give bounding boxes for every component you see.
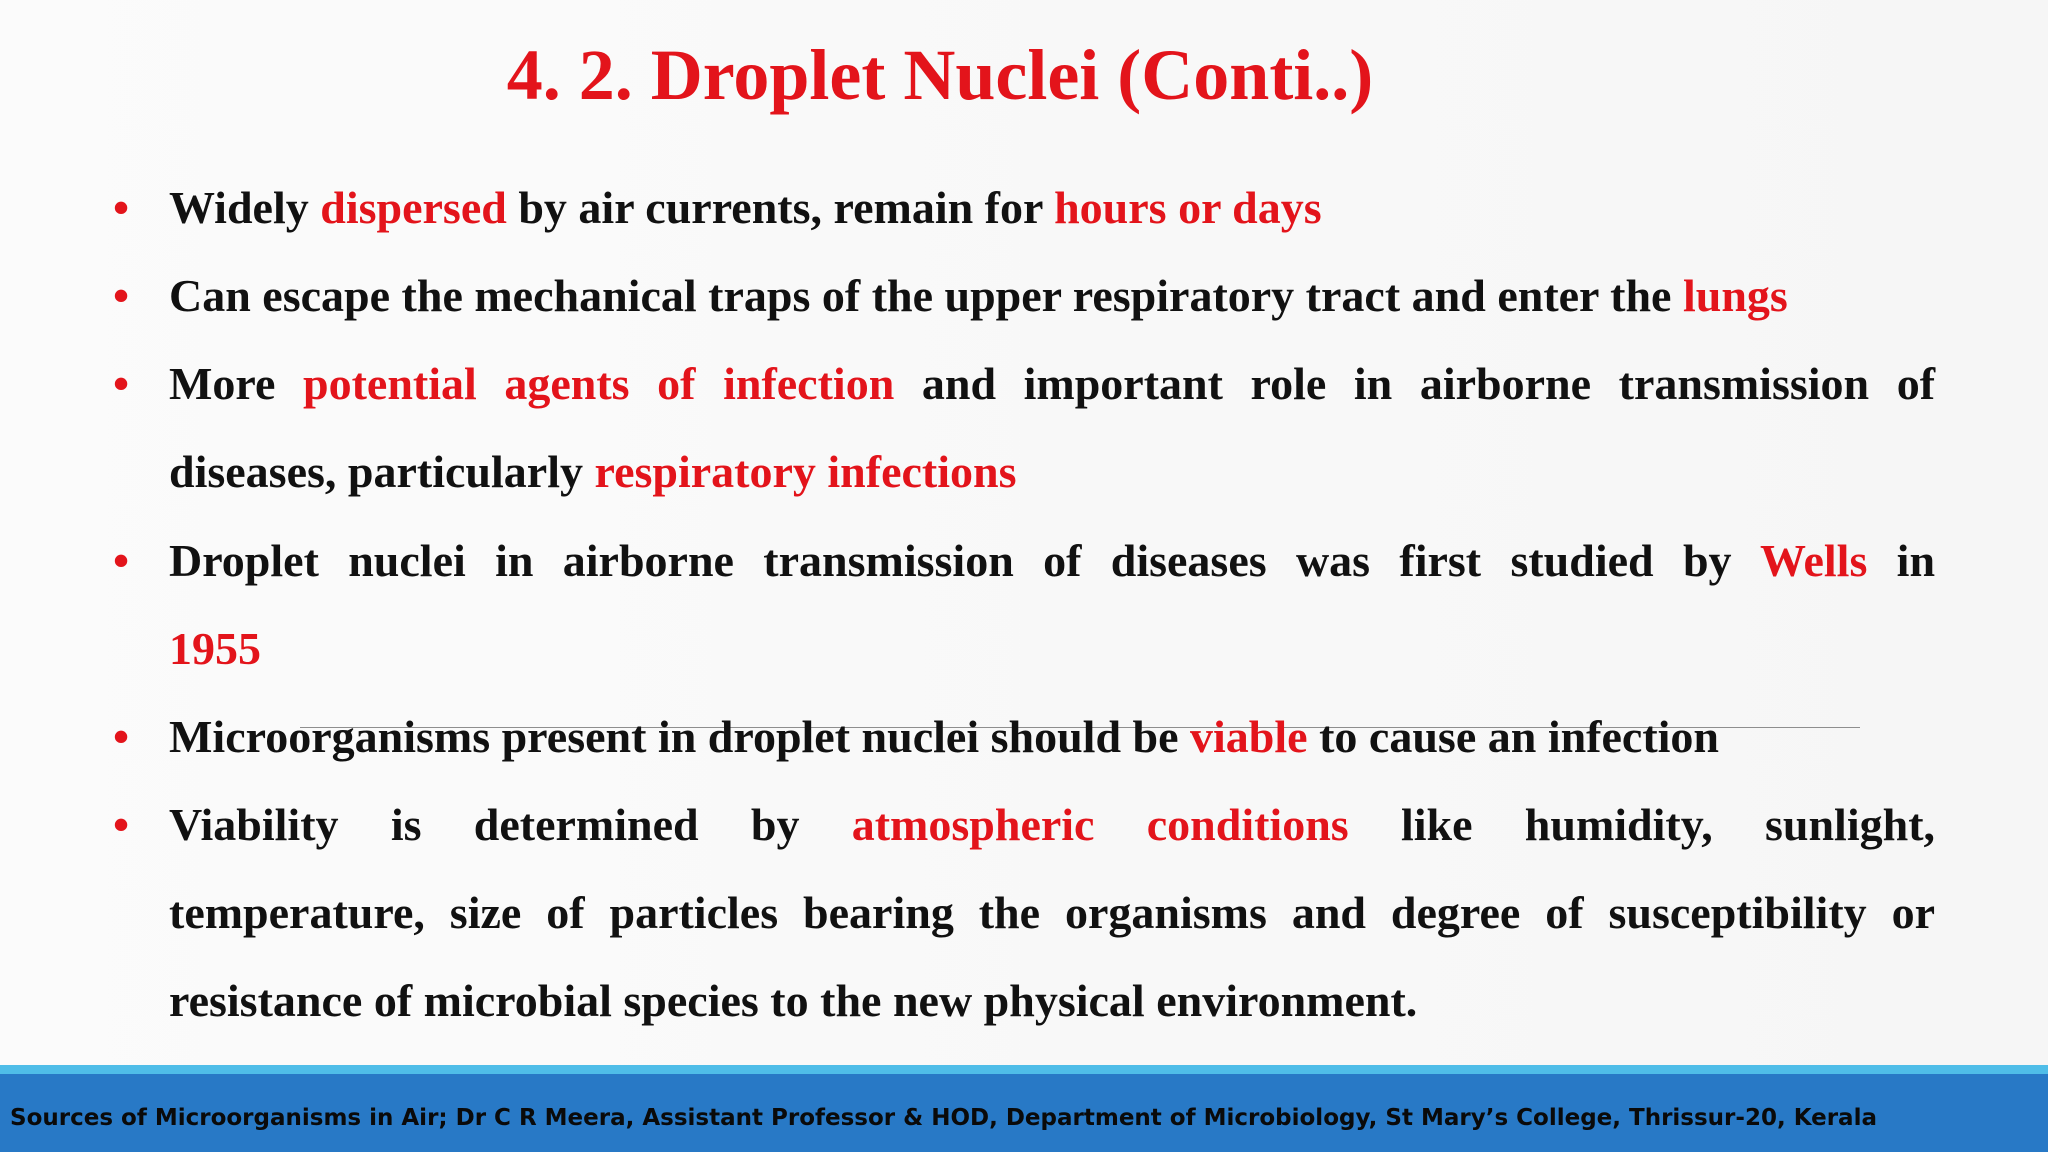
text-run: diseases, particularly: [169, 446, 595, 497]
highlight-text: viable: [1190, 711, 1308, 762]
bullet-dot: •: [113, 182, 130, 233]
word: in: [1353, 358, 1393, 409]
word: humidity,: [1524, 799, 1713, 850]
word: diseases: [1110, 535, 1267, 586]
bullet-6-line-2: temperature, size of particles bearing the organisms and degree of susceptibility or: [169, 887, 1935, 938]
highlight-text: dispersed: [320, 182, 507, 233]
bullet-dot: •: [113, 711, 130, 762]
highlight-word: potential: [303, 358, 477, 409]
highlight-text: lungs: [1682, 270, 1788, 321]
word: Droplet: [169, 535, 319, 586]
bullet-dot: •: [113, 270, 130, 321]
word: studied: [1510, 535, 1654, 586]
word: first: [1399, 535, 1482, 586]
word: role: [1250, 358, 1327, 409]
highlight-word: conditions: [1146, 799, 1349, 850]
word: determined: [473, 799, 699, 850]
bullet-6-line-1: [169, 795, 1935, 855]
word: airborne: [1419, 358, 1592, 409]
highlight-word: of: [657, 358, 696, 409]
bullet-dot: •: [113, 535, 130, 586]
word: in: [1896, 535, 1936, 586]
text-run: to cause an infection: [1307, 711, 1720, 762]
word: is: [390, 799, 422, 850]
slide-title: 4. 2. Droplet Nuclei (Conti..): [506, 35, 1374, 115]
word: airborne: [562, 535, 734, 586]
word: Viability: [169, 799, 339, 850]
word: in: [495, 535, 534, 586]
word: by: [1682, 535, 1732, 586]
word: of: [1896, 358, 1936, 409]
bullet-4-line-1: [169, 531, 1935, 591]
word: sunlight,: [1764, 799, 1936, 850]
word: of: [1043, 535, 1082, 586]
word: transmission: [1618, 358, 1870, 409]
text-run: Microorganisms present in droplet nuclei should be: [169, 711, 1191, 762]
footer-credit: Sources of Microorganisms in Air; Dr C R Meera, Assistant Professor & HOD, Department of Microbiology, St Mary’s College, Thrissur-20, Kerala: [10, 1105, 1877, 1131]
word: and: [921, 358, 997, 409]
highlight-text: 1955: [169, 623, 261, 674]
bullet-6-line-3: resistance of microbial species to the new physical environment.: [169, 975, 1418, 1026]
bullet-5-text: [169, 707, 1719, 767]
word: like: [1400, 799, 1473, 850]
text-run: Widely: [169, 182, 321, 233]
bullet-dot: •: [113, 358, 130, 409]
highlight-text: respiratory infections: [594, 446, 1017, 497]
highlight-word: Wells: [1760, 535, 1868, 586]
bullet-2-text: [169, 266, 1788, 326]
word: More: [169, 358, 276, 409]
bullet-1-text: [169, 178, 1322, 238]
bullet-3-line-1: [169, 354, 1935, 414]
text-run: Can escape the mechanical traps of the upper respiratory tract and enter the: [169, 270, 1683, 321]
word: transmission: [763, 535, 1014, 586]
word: important: [1023, 358, 1223, 409]
footer-stripe: [0, 1065, 2048, 1074]
word: by: [750, 799, 800, 850]
highlight-text: hours or days: [1054, 182, 1322, 233]
word: nuclei: [348, 535, 466, 586]
bullet-dot: •: [113, 799, 130, 850]
text-run: by air currents, remain for: [506, 182, 1055, 233]
bullet-3-line-2: [169, 442, 1017, 502]
highlight-word: atmospheric: [851, 799, 1095, 850]
highlight-word: infection: [723, 358, 895, 409]
word: was: [1295, 535, 1371, 586]
highlight-word: agents: [504, 358, 630, 409]
bullet-4-line-2: [169, 619, 261, 679]
